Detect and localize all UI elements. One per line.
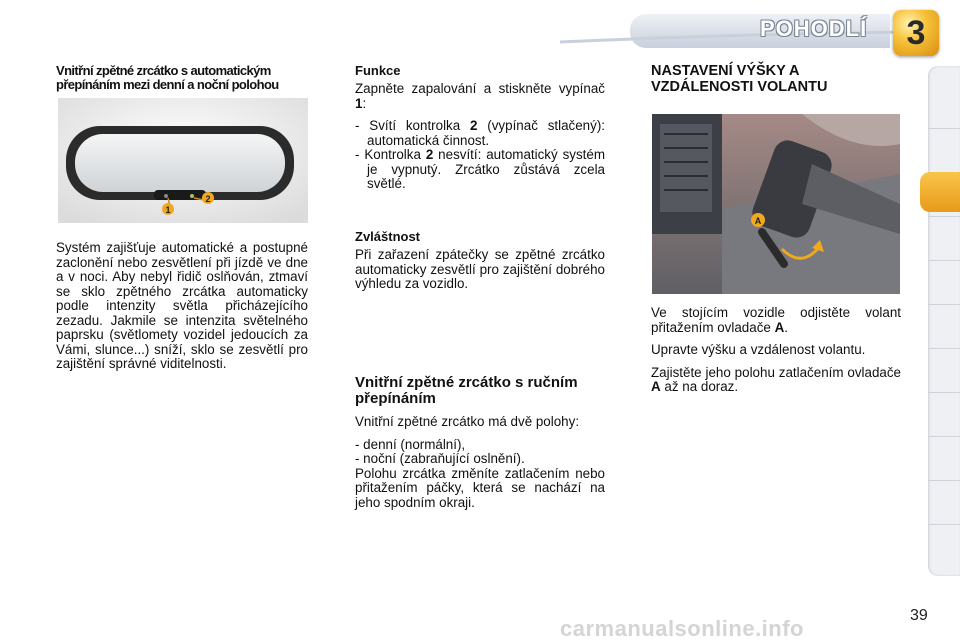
funkce-intro-ref: 1: [355, 95, 363, 111]
tab-divider: [928, 260, 960, 261]
tab-divider: [928, 128, 960, 129]
step-text: až na doraz.: [660, 379, 739, 394]
list-item: [355, 148, 605, 192]
tab-divider: [928, 304, 960, 305]
page-number: 39: [910, 607, 928, 624]
step-ref: A: [774, 319, 785, 335]
list-item: [355, 119, 605, 148]
zvlastnost-heading: Zvláštnost: [355, 229, 421, 244]
funkce-heading: Funkce: [355, 63, 401, 78]
tab-divider: [928, 524, 960, 525]
chapter-title: POHODLÍ: [760, 16, 868, 41]
right-column-text: [651, 306, 901, 403]
tab-divider: [928, 348, 960, 349]
tab-divider: [928, 216, 960, 217]
step-text: Ve stojícím vozidle odjistěte volant přitažením ovladače: [651, 305, 901, 335]
list-item: - noční (zabraňující oslnění).: [355, 451, 525, 466]
watermark: carmanualsonline.info: [560, 616, 804, 641]
callout-1: 1: [165, 205, 171, 215]
chapter-number: 3: [906, 14, 926, 52]
step-ref: A: [651, 379, 661, 394]
step-text: .: [784, 319, 788, 335]
callout-a: A: [754, 216, 762, 226]
manual-list: [355, 438, 605, 467]
funkce-intro: [355, 82, 605, 111]
callout-2: 2: [205, 194, 211, 204]
mirror-auto-description: Systém zajišťuje automatické a postupné zaclonění nebo zesvětlení při jízdě ve dne a v noci. Aby nebyl řidič oslňován, ztmaví se sklo zpětného zrcátka automaticky podle intenzity světla přicházejícího zezadu. Jakmile se intenzita světelného paprsku (světlomety vozidel jedoucích za Vámi, slunce...) sníží, sklo se zesvětlí pro zajištění správné viditelnosti.: [56, 240, 308, 371]
steering-step-2: Upravte výšku a vzdálenost volantu.: [651, 342, 866, 357]
item-text: - Kontrolka: [355, 147, 426, 162]
manual-text: Polohu zrcátka změníte zatlačením nebo přitažením páčky, která se nachází na jeho spodním okraji.: [355, 465, 605, 510]
step-text: Zajistěte jeho polohu zatlačením ovladače: [651, 364, 901, 380]
item-text: - Svítí kontrolka: [355, 118, 471, 133]
item-ref: 2: [470, 118, 478, 133]
middle-column-top: [355, 63, 605, 200]
middle-column-manual: [355, 375, 605, 518]
right-heading-block: [651, 63, 901, 103]
funkce-list: [355, 119, 605, 192]
steering-step-3: [651, 366, 901, 395]
steering-step-1: [651, 306, 901, 335]
item-text: (vypínač stlačený): automatická činnost.: [367, 118, 605, 148]
funkce-intro-text: Zapněte zapalování a stiskněte vypínač: [355, 81, 605, 96]
mirror-auto-heading: Vnitřní zpětné zrcátko s automatickým přepínáním mezi denní a noční polohou: [56, 63, 279, 92]
chapter-tabs: [928, 66, 960, 576]
list-item: - denní (normální),: [355, 436, 466, 452]
manual-mirror-heading: Vnitřní zpětné zrcátko s ručním přepínáním: [355, 374, 578, 407]
tab-divider: [928, 480, 960, 481]
chapter-tab-active: [920, 172, 960, 212]
item-text: nesvítí: automatický systém je vypnutý. Zrcátko zůstává zcela světlé.: [367, 147, 605, 191]
rearview-mirror-photo: [58, 98, 308, 223]
tab-divider: [928, 436, 960, 437]
manual-intro: Vnitřní zpětné zrcátko má dvě polohy:: [355, 414, 580, 429]
funkce-intro-end: :: [362, 95, 367, 111]
item-ref: 2: [425, 147, 434, 162]
steering-column-photo: [652, 114, 900, 294]
chapter-badge: [893, 10, 939, 56]
zvlastnost-text: Při zařazení zpátečky se zpětné zrcátko automaticky zesvětlí pro zajištění dobrého výhledu za vozidlo.: [355, 247, 605, 291]
tab-divider: [928, 392, 960, 393]
left-column: [56, 241, 308, 380]
middle-column-zvlastnost: [355, 229, 605, 300]
steering-heading: NASTAVENÍ VÝŠKY A VZDÁLENOSTI VOLANTU: [651, 63, 828, 95]
